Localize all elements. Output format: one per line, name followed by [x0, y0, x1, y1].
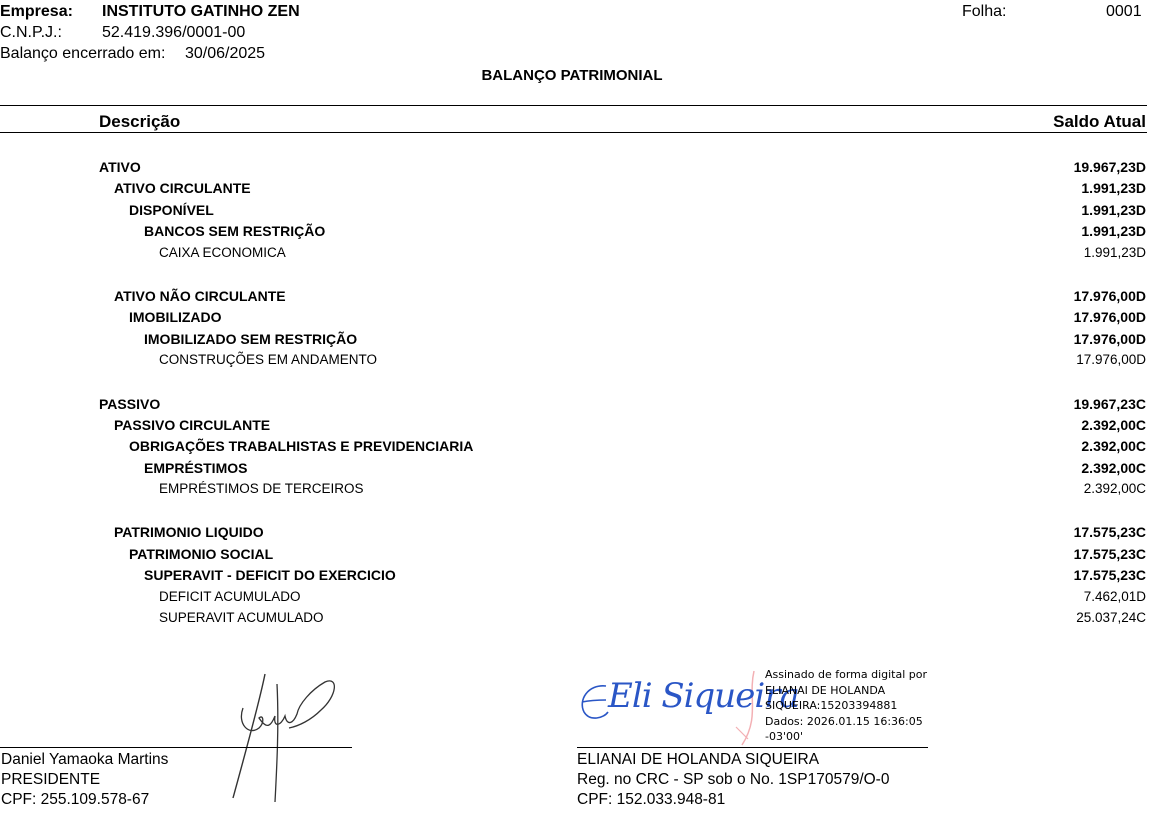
row-value: 17.976,00D — [1073, 288, 1146, 304]
table-row — [0, 352, 1146, 373]
row-description: DISPONÍVEL — [129, 202, 214, 218]
balanco-date-label: Balanço encerrado em: — [0, 45, 166, 62]
row-description: PASSIVO — [99, 396, 161, 412]
table-row — [0, 438, 1146, 459]
signer-cpf-left: CPF: 255.109.578-67 — [1, 791, 150, 808]
table-row — [0, 460, 1146, 481]
row-value: 17.976,00D — [1073, 331, 1146, 347]
row-description: SUPERAVIT - DEFICIT DO EXERCICIO — [144, 567, 396, 583]
row-description: EMPRÉSTIMOS DE TERCEIROS — [159, 481, 364, 496]
digital-sign-line-2: ELIANAI DE HOLANDA — [765, 684, 886, 697]
table-row — [0, 417, 1146, 438]
table-row — [0, 288, 1146, 309]
row-description: PASSIVO CIRCULANTE — [114, 417, 271, 433]
table-row — [0, 546, 1146, 567]
digital-signature-image — [578, 670, 799, 730]
table-row — [0, 223, 1146, 244]
table-row — [0, 331, 1146, 352]
row-value: 19.967,23C — [1073, 396, 1146, 412]
signer-cpf-right: CPF: 152.033.948-81 — [577, 791, 726, 808]
row-description: ATIVO NÃO CIRCULANTE — [114, 288, 286, 304]
row-value: 17.976,00D — [1073, 309, 1146, 325]
signature-line-left — [0, 747, 352, 748]
table-row — [0, 245, 1146, 266]
signer-role-left: PRESIDENTE — [1, 771, 101, 788]
table-row — [0, 610, 1146, 631]
row-value: 2.392,00C — [1081, 417, 1146, 433]
table-row — [0, 309, 1146, 330]
row-value: 2.392,00C — [1083, 481, 1146, 496]
table-row — [0, 180, 1146, 201]
row-value: 1.991,23D — [1083, 245, 1146, 260]
row-description: DEFICIT ACUMULADO — [159, 589, 301, 604]
cnpj-label: C.N.P.J.: — [0, 24, 62, 41]
digital-sign-line-1: Assinado de forma digital por — [765, 668, 928, 681]
table-row — [0, 159, 1146, 180]
row-value: 17.575,23C — [1073, 567, 1146, 583]
row-description: OBRIGAÇÕES TRABALHISTAS E PREVIDENCIARIA — [129, 438, 474, 454]
digital-sign-timezone: -03'00' — [765, 730, 804, 743]
signer-name-right: ELIANAI DE HOLANDA SIQUEIRA — [577, 751, 820, 768]
table-row — [0, 524, 1146, 545]
signature-script: Eli Siqueira — [608, 676, 799, 716]
row-value: 25.037,24C — [1076, 610, 1146, 625]
table-row — [0, 396, 1146, 417]
row-value: 1.991,23D — [1081, 202, 1146, 218]
signer-name-left: Daniel Yamaoka Martins — [1, 751, 169, 768]
row-description: PATRIMONIO LIQUIDO — [114, 524, 264, 540]
column-header-descricao: Descrição — [99, 112, 181, 131]
page-title: BALANÇO PATRIMONIAL — [481, 67, 663, 84]
table-row — [0, 481, 1146, 502]
row-value: 17.575,23C — [1073, 546, 1146, 562]
handwritten-signature-daniel — [215, 664, 355, 809]
table-row — [0, 567, 1146, 588]
row-value: 7.462,01D — [1083, 589, 1146, 604]
row-description: SUPERAVIT ACUMULADO — [159, 610, 324, 625]
row-description: IMOBILIZADO — [129, 309, 222, 325]
signature-line-right — [577, 747, 928, 748]
balanco-date-value: 30/06/2025 — [185, 45, 266, 62]
digital-sign-date: Dados: 2026.01.15 16:36:05 — [765, 715, 923, 728]
column-header-saldo: Saldo Atual — [1053, 112, 1146, 131]
row-description: IMOBILIZADO SEM RESTRIÇÃO — [144, 331, 358, 347]
row-value: 17.575,23C — [1073, 524, 1146, 540]
digital-sign-line-3: SIQUEIRA:15203394881 — [765, 699, 898, 712]
header-bottom-rule — [0, 132, 1147, 133]
cnpj-value: 52.419.396/0001-00 — [102, 24, 246, 41]
row-description: ATIVO — [99, 159, 141, 175]
row-value: 1.991,23D — [1081, 223, 1146, 239]
row-description: BANCOS SEM RESTRIÇÃO — [144, 223, 326, 239]
table-row — [0, 202, 1146, 223]
row-description: CAIXA ECONOMICA — [159, 245, 286, 260]
row-value: 17.976,00D — [1076, 352, 1146, 367]
row-value: 19.967,23D — [1073, 159, 1146, 175]
row-value: 2.392,00C — [1081, 460, 1146, 476]
row-description: EMPRÉSTIMOS — [144, 460, 248, 476]
top-rule — [0, 105, 1147, 106]
empresa-label: Empresa: — [0, 3, 73, 20]
row-value: 1.991,23D — [1081, 180, 1146, 196]
row-description: CONSTRUÇÕES EM ANDAMENTO — [159, 352, 378, 367]
folha-number: 0001 — [1106, 3, 1142, 20]
folha-label: Folha: — [962, 3, 1007, 20]
signer-crc-right: Reg. no CRC - SP sob o No. 1SP170579/O-0 — [577, 771, 890, 788]
table-row — [0, 589, 1146, 610]
row-description: PATRIMONIO SOCIAL — [129, 546, 274, 562]
row-value: 2.392,00C — [1081, 438, 1146, 454]
empresa-name: INSTITUTO GATINHO ZEN — [102, 3, 300, 20]
row-description: ATIVO CIRCULANTE — [114, 180, 251, 196]
